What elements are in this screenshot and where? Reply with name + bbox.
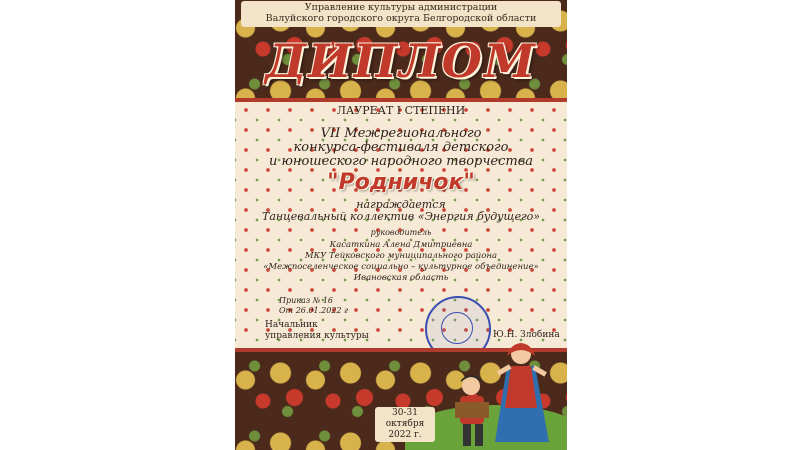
contest-title bbox=[235, 127, 567, 169]
chief-line-1: Начальник bbox=[265, 320, 318, 330]
dates-line-2: 2022 г. bbox=[388, 430, 422, 440]
awarded-text: награждается bbox=[356, 198, 446, 211]
festival-name: "Родничок" bbox=[327, 170, 475, 195]
header-line-2: Валуйского городского округа Белгородской области bbox=[265, 13, 537, 24]
leader-label: руководитель bbox=[370, 228, 432, 237]
leader-block bbox=[235, 240, 567, 284]
order-block bbox=[279, 296, 348, 316]
contest-line-3: и юношеского народного творчества bbox=[268, 154, 534, 169]
ornament-strip-top bbox=[235, 98, 567, 102]
leader-org-2: «Межпоселенческое социально – культурное объединение» bbox=[263, 262, 539, 272]
diploma bbox=[235, 0, 567, 450]
event-dates bbox=[375, 407, 435, 442]
contest-line-1: VII Межрегионального bbox=[320, 126, 482, 141]
signer-name: Ю.Н. Злобина bbox=[493, 330, 560, 340]
chief-line-2: управления культуры bbox=[265, 331, 369, 341]
order-number: Приказ № 16 bbox=[279, 296, 333, 305]
header-line-1: Управление культуры администрации bbox=[304, 2, 498, 13]
dancing-girl-illustration bbox=[493, 338, 553, 450]
contest-line-2: конкурса-фестиваля детского bbox=[293, 140, 509, 155]
leader-name: Касаткина Алена Дмитриевна bbox=[329, 240, 473, 250]
laureate-degree: ЛАУРЕАТ I СТЕПЕНИ bbox=[336, 104, 466, 117]
leader-org-1: МКУ Тейковского муниципального района bbox=[304, 251, 498, 261]
order-date: От 26.01.2022 г bbox=[279, 306, 349, 315]
stamp-emblem bbox=[441, 312, 473, 344]
dates-line-1: 30-31 октября bbox=[385, 408, 425, 429]
chief-title bbox=[265, 320, 369, 342]
collective-name: Танцевальный коллектив «Энергия будущего» bbox=[261, 210, 540, 223]
diploma-title: ДИПЛОМ bbox=[265, 34, 537, 88]
leader-region: Ивановская область bbox=[353, 273, 449, 283]
